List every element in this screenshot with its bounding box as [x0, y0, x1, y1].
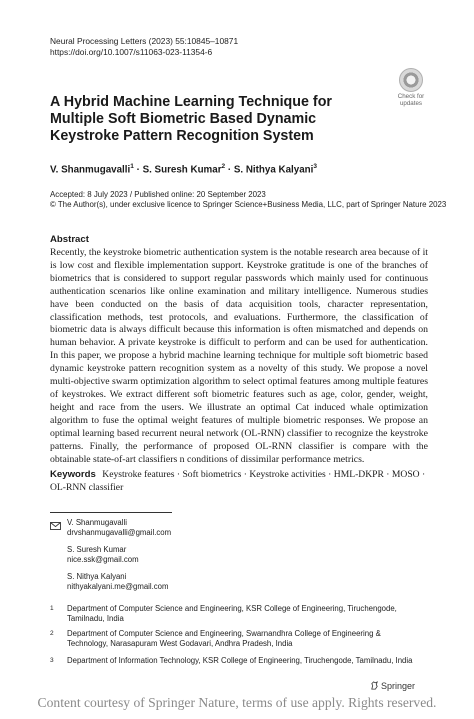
- publisher-name: Springer: [381, 681, 416, 691]
- publisher-logo: [370, 681, 415, 691]
- affiliation-number: 1: [50, 605, 54, 612]
- correspondence-entry: [67, 545, 139, 565]
- author-affiliation-mark: 3: [313, 163, 317, 170]
- keywords-label: Keywords: [50, 469, 96, 480]
- affiliation-item: [50, 629, 430, 649]
- publication-dates: Accepted: 8 July 2023 / Published online: 20 September 2023: [50, 190, 266, 199]
- correspondence-email[interactable]: drvshanmugavalli@gmail.com: [67, 528, 172, 537]
- author-separator: ·: [225, 164, 234, 176]
- journal-citation: Neural Processing Letters (2023) 55:10845–10871: [50, 36, 239, 46]
- check-updates-label-line1: Check for: [397, 93, 425, 100]
- author-name: V. Shanmugavalli: [50, 164, 131, 176]
- correspondence-entry: [67, 518, 171, 538]
- author-list: [50, 163, 317, 175]
- affiliation-item: [50, 656, 430, 666]
- paper-title: A Hybrid Machine Learning Technique for Multiple Soft Biometric Based Dynamic Keystroke Pattern Recognition System: [50, 94, 332, 144]
- keywords-block: [50, 469, 428, 494]
- author-affiliation-mark: 1: [130, 163, 134, 170]
- correspondence-name: S. Suresh Kumar: [67, 545, 127, 554]
- copyright-notice: © The Author(s), under exclusive licence to Springer Science+Business Media, LLC, part of Springer Nature 2023: [50, 200, 447, 209]
- correspondence-entry: [67, 572, 169, 592]
- correspondence-email[interactable]: nice.ssk@gmail.com: [67, 555, 139, 564]
- author-affiliation-mark: 2: [221, 163, 226, 170]
- affiliation-text: Department of Computer Science and Engineering, KSR College of Engineering, Tiruchengode, Tamilnadu, India: [67, 604, 397, 623]
- correspondence-name: S. Nithya Kalyani: [67, 572, 127, 581]
- author-separator: ·: [133, 164, 143, 176]
- abstract-heading: Abstract: [50, 234, 89, 245]
- affiliation-number: 2: [50, 630, 54, 637]
- courtesy-banner: Content courtesy of Springer Nature, terms of use apply. Rights reserved.: [37, 695, 437, 710]
- affiliation-item: [50, 604, 430, 624]
- abstract-text: Recently, the keystroke biometric authentication system is the notable research area because of it is low cost and flexible implementation support. Keystroke gratitude is one of the branches of biometrics that is considered to support regular passwords which mainly used for continuous authentication scenarios like online examination and military intelligence. Numerous studies have been conducted on the basis of data acquisition tools, character representation, classification methods, test protocols, and evaluations. Furthermore, the classification of biometric data is always difficult because this information is often mismatched and depends on human behavior. A private keystroke is difficult to perform and can be used for authentication. In this paper, we propose a hybrid machine learning technique for multiple soft biometric based dynamic keystroke pattern recognition system as a novelty of this study. We propose a novel multi-objective swarm optimization algorithm to select optimal features among multiple features of keystrokes. We extract different soft biometric features such as age, color, gender, weight, height and race from the users. We illustrate an optimal Cat induced whale optimization algorithm to fuse the optimal weight features of multiple biometric responses. We propose an optimal learning based recurrent neural network (OL-RNN) classifier to recognize the keystroke patterns. Finally, the performance of proposed OL-RNN classifier is compare with the obtainable state-of-art classifiers n conditions of dissimilar performance metrics.: [50, 247, 428, 465]
- correspondence-name: V. Shanmugavalli: [67, 518, 127, 527]
- footnote-divider: [50, 512, 172, 513]
- keywords-list: Keystroke features · Soft biometrics · Keystroke activities · HML-DKPR · MOSO · OL-RNN classifier: [50, 469, 426, 493]
- envelope-icon: [50, 522, 61, 530]
- check-updates-icon: [399, 68, 423, 92]
- doi-link[interactable]: https://doi.org/10.1007/s11063-023-11354-6: [50, 47, 213, 57]
- check-updates-label-line2: updates: [399, 99, 423, 107]
- correspondence-email[interactable]: nithyakalyani.me@gmail.com: [67, 582, 169, 591]
- affiliation-text: Department of Computer Science and Engineering, Swarnandhra College of Engineering & Technology, Narasapuram West Godavari, Andhra Pradesh, India: [67, 629, 381, 648]
- springer-horse-icon: [370, 681, 379, 690]
- author-name: S. Suresh Kumar: [142, 164, 222, 176]
- author-name: S. Nithya Kalyani: [233, 164, 314, 176]
- check-for-updates-button[interactable]: [394, 68, 428, 106]
- affiliation-number: 3: [50, 657, 54, 664]
- affiliation-text: Department of Information Technology, KSR College of Engineering, Tiruchengode, Tamilnadu, India: [67, 656, 413, 665]
